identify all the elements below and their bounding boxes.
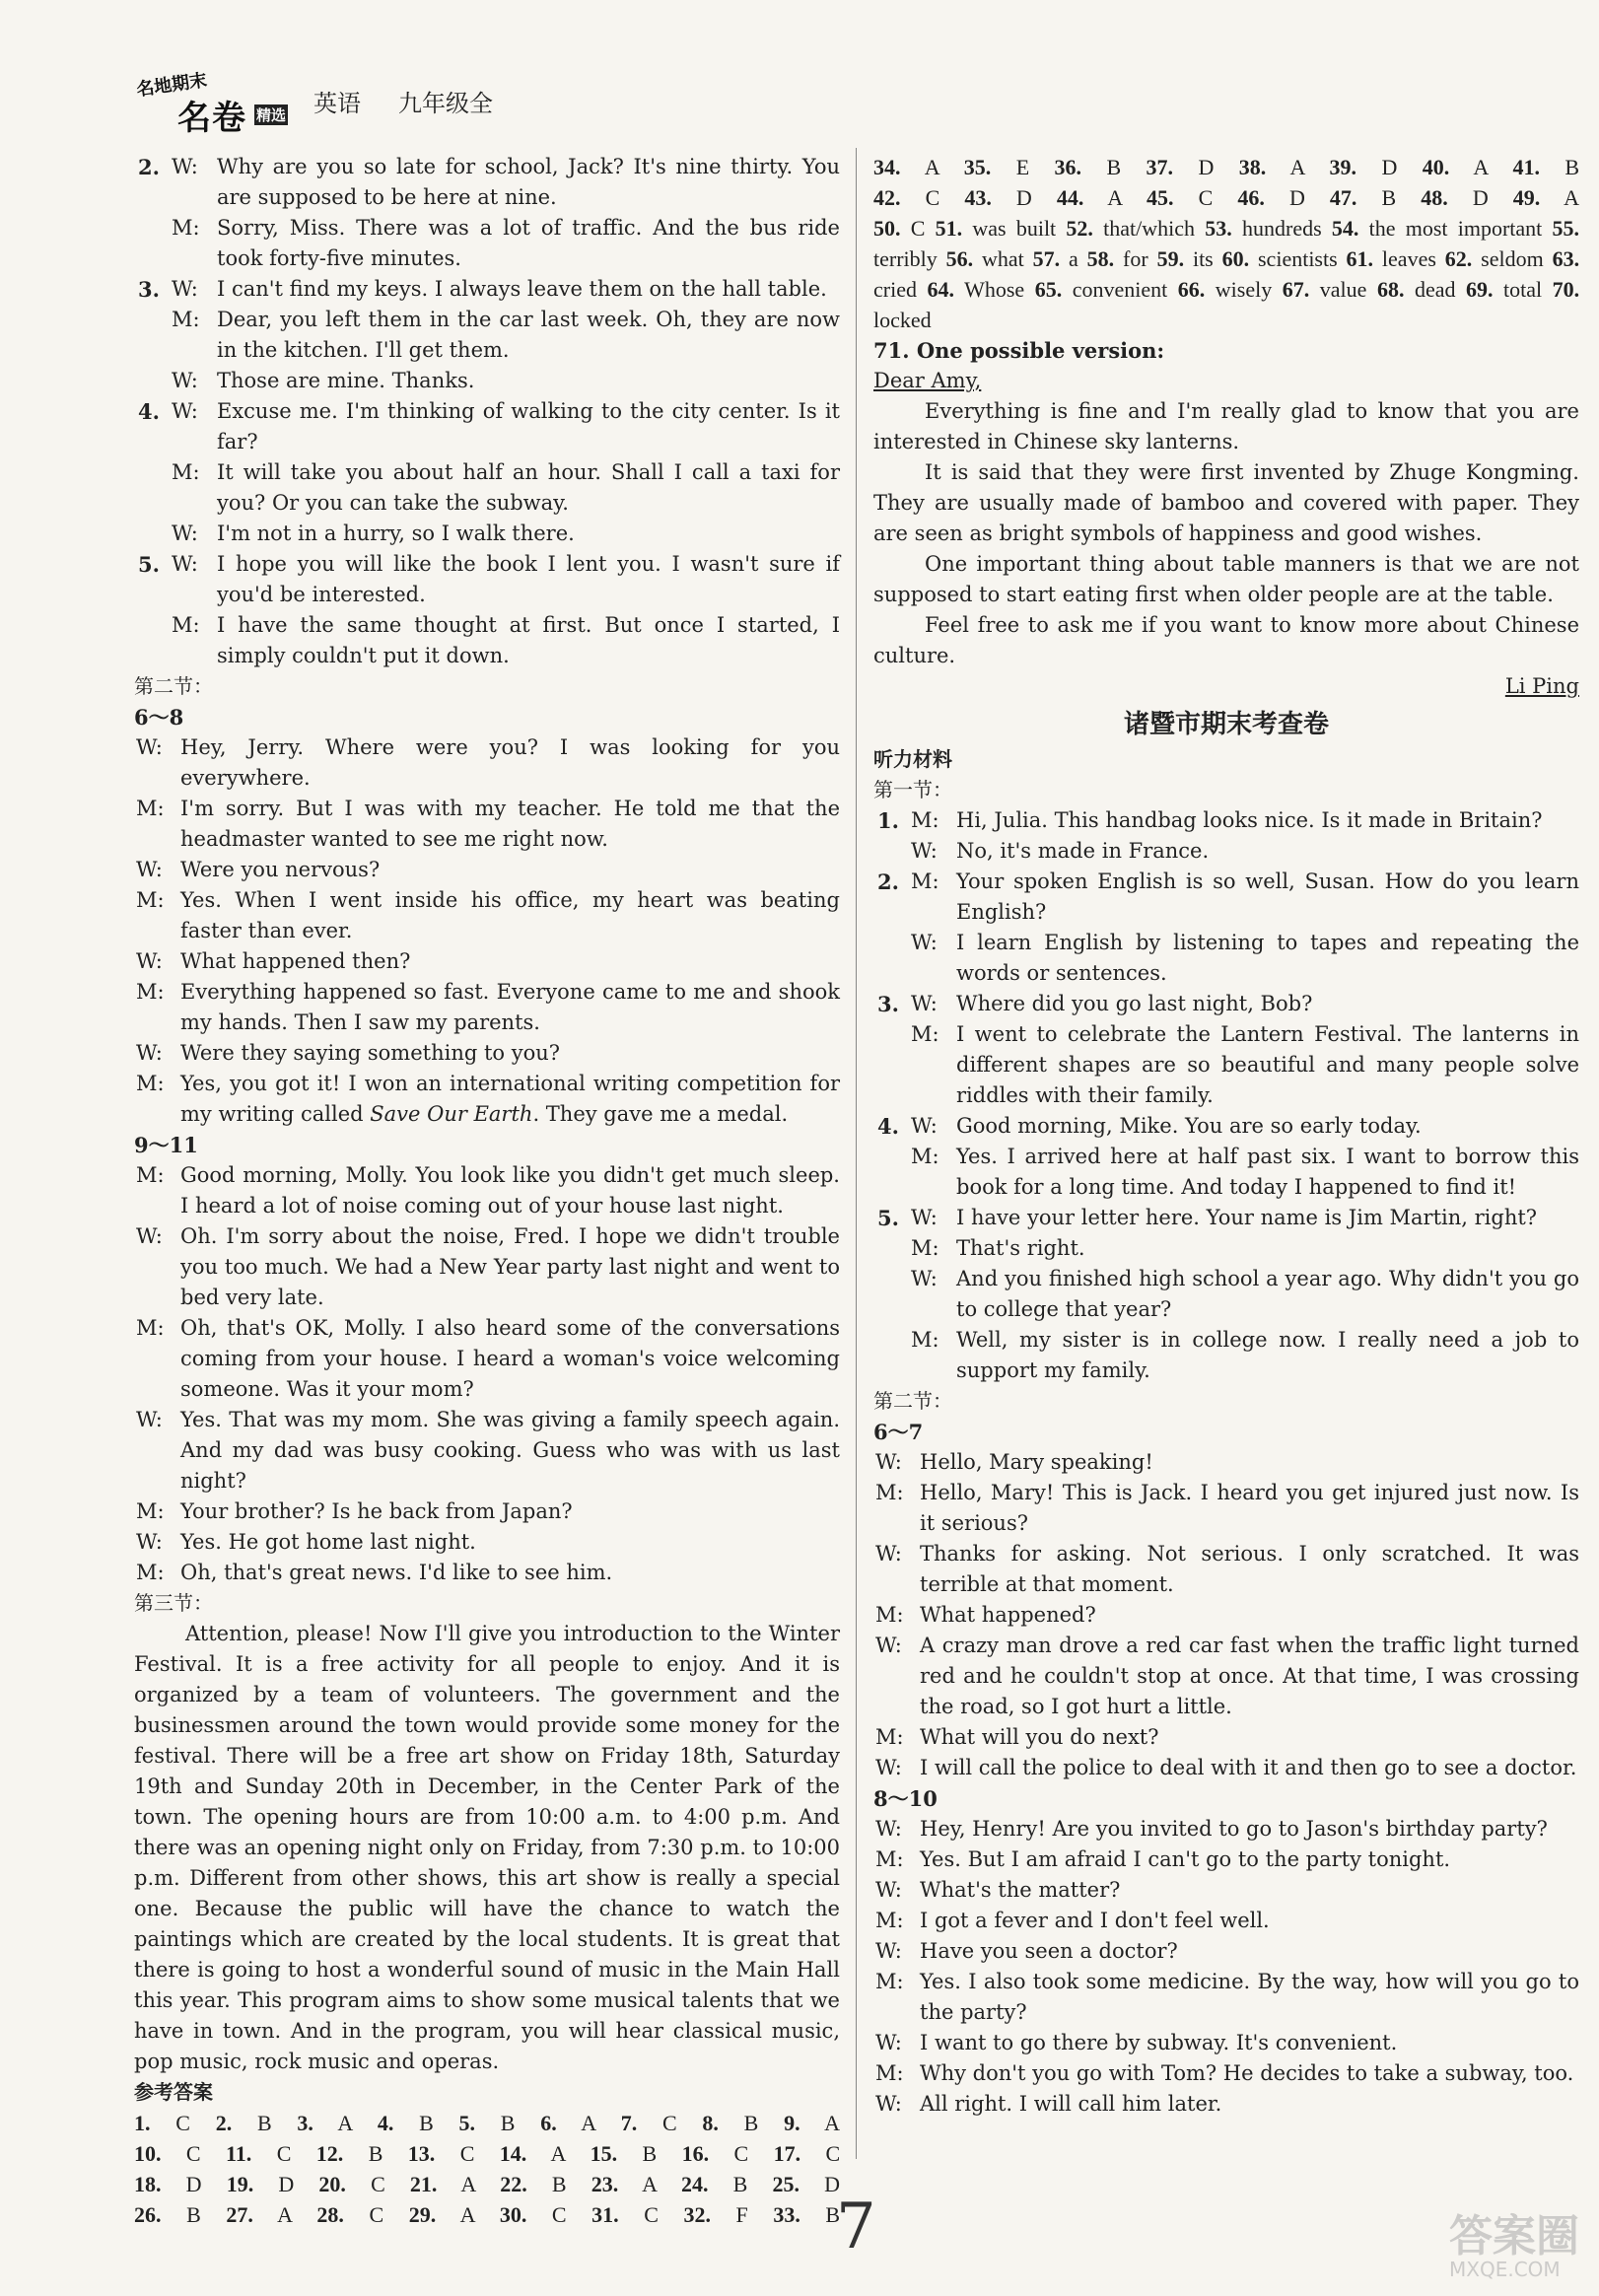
question-number: 9. bbox=[784, 2111, 800, 2135]
question-number: 67. bbox=[1282, 277, 1310, 302]
dialogue-3: 3. W: I can't find my keys. I always leave them on the hall table. bbox=[138, 277, 827, 302]
question-number: 29. bbox=[408, 2202, 437, 2227]
right-column bbox=[873, 152, 1579, 2120]
writing-task-label: 71. One possible version: bbox=[873, 338, 1165, 363]
answer-value: A bbox=[460, 2172, 476, 2196]
dialogue-2: 2. M: Your spoken English is so well, Susan. How do you learn English? bbox=[877, 870, 1579, 924]
question-number: 70. bbox=[1552, 277, 1580, 302]
section-2-heading: 第二节： bbox=[873, 1389, 952, 1413]
answer-value: A bbox=[277, 2202, 292, 2227]
question-number: 47. bbox=[1329, 185, 1357, 210]
question-number: 49. bbox=[1512, 185, 1541, 210]
speech-line: M: What will you do next? bbox=[875, 1725, 1159, 1749]
answer-value: D bbox=[1198, 155, 1215, 179]
letter-greeting: Dear Amy, bbox=[873, 369, 982, 392]
question-number: 36. bbox=[1054, 155, 1082, 179]
answer-row bbox=[134, 2108, 840, 2138]
answer-value: B bbox=[825, 2202, 841, 2227]
speech-line: W: Were you nervous? bbox=[136, 858, 381, 881]
dialogue-5: 5. W: I hope you will like the book I lent you. I wasn't sure if you'd be interested. bbox=[138, 552, 840, 606]
question-number: 14. bbox=[499, 2141, 527, 2166]
listening-title: 听力材料 bbox=[873, 747, 952, 771]
watermark-logo: 答案圈 MXQE.COM bbox=[1449, 2211, 1579, 2281]
speech-line: M: Oh, that's OK, Molly. I also heard some of the conversations coming from your house. I heard a woman's voice welcoming someone. Was it your mom? bbox=[136, 1316, 840, 1401]
dialogue-4: 4. W: Good morning, Mike. You are so early today. bbox=[877, 1114, 1422, 1139]
question-number: 68. bbox=[1376, 277, 1405, 302]
question-number: 48. bbox=[1421, 185, 1448, 210]
dialogue-4-reply: M: It will take you about half an hour. Shall I call a taxi for you? Or you can take the subway. bbox=[172, 460, 840, 515]
speech-line: M: Yes. When I went inside his office, my heart was beating faster than ever. bbox=[136, 888, 840, 942]
speech-line: W: Yes. That was my mom. She was giving a family speech again. And my dad was busy cooking. Guess who was with us last night? bbox=[136, 1408, 840, 1493]
answer-value: B bbox=[551, 2172, 567, 2196]
speech-line: M: I got a fever and I don't feel well. bbox=[875, 1909, 1270, 1932]
question-number: 56. bbox=[945, 246, 974, 271]
question-number: 62. bbox=[1444, 246, 1473, 271]
answer-value: C bbox=[910, 216, 926, 241]
question-number: 20. bbox=[318, 2172, 346, 2196]
answer-value: what bbox=[982, 246, 1024, 271]
speech-line: M: Hello, Mary! This is Jack. I heard you get injured just now. Is it serious? bbox=[875, 1481, 1579, 1535]
dialogue-4-reply: M: Yes. I arrived here at half past six. I want to borrow this book for a long time. And today I happened to find it! bbox=[911, 1145, 1579, 1199]
conversation-9-11 bbox=[134, 1160, 840, 1588]
range-6-8: 6～8 bbox=[134, 705, 184, 730]
left-column bbox=[134, 152, 840, 2230]
question-number: 23. bbox=[591, 2172, 619, 2196]
answer-value: A bbox=[1289, 155, 1305, 179]
question-number: 7. bbox=[620, 2111, 638, 2135]
answer-value: C bbox=[371, 2172, 385, 2196]
answer-row bbox=[134, 2169, 840, 2199]
page-number: 7 bbox=[836, 2191, 876, 2263]
answer-value: B bbox=[186, 2202, 201, 2227]
answer-value: the most important bbox=[1368, 216, 1543, 241]
question-number: 8. bbox=[702, 2111, 719, 2135]
answer-value: Whose bbox=[964, 277, 1025, 302]
dialogue-5: 5. W: I have your letter here. Your name is Jim Martin, right? bbox=[877, 1206, 1538, 1230]
question-number: 44. bbox=[1056, 185, 1084, 210]
page-header bbox=[128, 70, 493, 138]
answer-value: C bbox=[733, 2141, 749, 2166]
question-number: 27. bbox=[226, 2202, 253, 2227]
answer-value: A bbox=[924, 155, 939, 179]
speech-line: M: Oh, that's great news. I'd like to see him. bbox=[136, 1561, 613, 1584]
dialogue-3-reply-2: W: Those are mine. Thanks. bbox=[172, 369, 475, 392]
question-number: 5. bbox=[458, 2111, 476, 2135]
answer-value: B bbox=[1564, 155, 1580, 179]
question-number: 50. bbox=[873, 216, 901, 241]
question-number: 3. bbox=[297, 2111, 313, 2135]
answer-value: total bbox=[1503, 277, 1543, 302]
answer-row bbox=[873, 152, 1579, 182]
dialogue-3-reply: M: I went to celebrate the Lantern Festival. The lanterns in different shapes are so beautiful and many people solve riddles with their family. bbox=[911, 1022, 1579, 1107]
question-number: 41. bbox=[1512, 155, 1541, 179]
speech-line: W: A crazy man drove a red car fast when the traffic light turned red and he couldn't stop at once. At that time, I was crossing the road, so I got hurt a little. bbox=[875, 1634, 1579, 1718]
question-number: 37. bbox=[1146, 155, 1174, 179]
answer-value: for bbox=[1123, 246, 1148, 271]
dialogue-1: 1. M: Hi, Julia. This handbag looks nice. Is it made in Britain? bbox=[877, 808, 1543, 833]
question-number: 13. bbox=[407, 2141, 436, 2166]
answer-value: leaves bbox=[1381, 246, 1436, 271]
question-number: 54. bbox=[1331, 216, 1359, 241]
answer-value: value bbox=[1319, 277, 1367, 302]
section-1-heading: 第一节： bbox=[873, 778, 952, 801]
answer-row bbox=[134, 2199, 840, 2230]
answer-value: cried bbox=[873, 277, 917, 302]
speech-line: W: Have you seen a doctor? bbox=[875, 1939, 1178, 1963]
conversation-6-8 bbox=[134, 732, 840, 1069]
answer-value: B bbox=[500, 2111, 516, 2135]
speech-line: M: I'm sorry. But I was with my teacher. He told me that the headmaster wanted to see me right now. bbox=[136, 797, 840, 851]
question-number: 24. bbox=[681, 2172, 709, 2196]
dialogue-5-reply-3: M: Well, my sister is in college now. I really need a job to support my family. bbox=[911, 1328, 1579, 1382]
answer-value: C bbox=[825, 2141, 841, 2166]
question-number: 16. bbox=[681, 2141, 710, 2166]
answer-value: A bbox=[337, 2111, 353, 2135]
speech-line: M: Your brother? Is he back from Japan? bbox=[136, 1499, 573, 1523]
question-number: 15. bbox=[590, 2141, 618, 2166]
section-3-heading: 第三节： bbox=[134, 1591, 213, 1615]
speech-line: W: What happened then? bbox=[136, 949, 411, 973]
answer-value: C bbox=[369, 2202, 384, 2227]
answer-value: C bbox=[551, 2202, 567, 2227]
question-number: 28. bbox=[316, 2202, 344, 2227]
answer-value: A bbox=[459, 2202, 475, 2227]
answer-value: D bbox=[1472, 185, 1489, 210]
letter-paragraph: Feel free to ask me if you want to know more about Chinese culture. bbox=[873, 613, 1579, 667]
speech-line: W: What's the matter? bbox=[875, 1878, 1121, 1902]
answer-row bbox=[134, 2138, 840, 2169]
question-number: 21. bbox=[409, 2172, 438, 2196]
question-number: 31. bbox=[591, 2202, 619, 2227]
answer-value: C bbox=[276, 2141, 292, 2166]
question-number: 33. bbox=[773, 2202, 800, 2227]
answer-value: A bbox=[642, 2172, 657, 2196]
dialogue-4-reply-2: W: I'm not in a hurry, so I walk there. bbox=[172, 522, 575, 545]
answer-value: C bbox=[1198, 185, 1214, 210]
question-number: 32. bbox=[683, 2202, 711, 2227]
answer-value: B bbox=[368, 2141, 383, 2166]
answer-value: C bbox=[925, 185, 940, 210]
answer-value: C bbox=[185, 2141, 201, 2166]
question-number: 35. bbox=[963, 155, 992, 179]
conversation-8-10 bbox=[873, 1814, 1579, 2120]
answer-value: D bbox=[824, 2172, 841, 2196]
speech-line: W: I will call the police to deal with it and then go to see a doctor. bbox=[875, 1756, 1577, 1779]
answer-value: D bbox=[278, 2172, 295, 2196]
speech-line: M: Why don't you go with Tom? He decides to take a subway, too. bbox=[875, 2061, 1574, 2085]
question-number: 43. bbox=[964, 185, 992, 210]
dialogue-5-reply: M: I have the same thought at first. But once I started, I simply couldn't put it down. bbox=[172, 613, 840, 667]
question-number: 11. bbox=[226, 2141, 252, 2166]
answer-value: B bbox=[732, 2172, 748, 2196]
letter-paragraph: One important thing about table manners is that we are not supposed to start eating first when older people are at the table. bbox=[873, 552, 1579, 606]
answer-value: A bbox=[1473, 155, 1489, 179]
range-9-11: 9～11 bbox=[134, 1133, 198, 1157]
dialogue-3-reply: M: Dear, you left them in the car last week. Oh, they are now in the kitchen. I'll get them. bbox=[172, 308, 840, 362]
question-number: 66. bbox=[1177, 277, 1206, 302]
question-number: 60. bbox=[1221, 246, 1250, 271]
question-number: 38. bbox=[1238, 155, 1267, 179]
question-number: 58. bbox=[1086, 246, 1115, 271]
answer-value: B bbox=[743, 2111, 759, 2135]
answer-value: locked bbox=[873, 308, 932, 332]
question-number: 61. bbox=[1346, 246, 1374, 271]
speech-line: M: Everything happened so fast. Everyone came to me and shook my hands. Then I saw my parents. bbox=[136, 980, 840, 1034]
answer-value: D bbox=[1288, 185, 1305, 210]
answer-value: dead bbox=[1414, 277, 1456, 302]
dialogue-3: 3. W: Where did you go last night, Bob? bbox=[877, 992, 1313, 1016]
answer-value: E bbox=[1015, 155, 1030, 179]
answer-value: its bbox=[1192, 246, 1214, 271]
answer-value: terribly bbox=[873, 246, 938, 271]
dialogue-2: 2. W: Why are you so late for school, Jack? It's nine thirty. You are supposed to be here at nine. bbox=[138, 155, 840, 209]
question-number: 19. bbox=[226, 2172, 254, 2196]
speech-line: W: All right. I will call him later. bbox=[875, 2092, 1222, 2116]
speech-line: W: Hello, Mary speaking! bbox=[875, 1450, 1153, 1474]
question-number: 64. bbox=[927, 277, 954, 302]
answer-value: B bbox=[256, 2111, 272, 2135]
speech-line: M: Yes, you got it! I won an international writing competition for my writing called Save Our Earth. They gave me a medal. bbox=[136, 1072, 840, 1126]
question-number: 46. bbox=[1237, 185, 1265, 210]
speech-line: W: Hey, Henry! Are you invited to go to Jason's birthday party? bbox=[875, 1817, 1548, 1841]
dialogue-5-reply: M: That's right. bbox=[911, 1236, 1085, 1260]
series-logo: 名地期末 名卷 精选 bbox=[135, 70, 287, 138]
answer-value: A bbox=[1107, 185, 1122, 210]
answer-value: C bbox=[175, 2111, 190, 2135]
dialogue-2-reply: W: I learn English by listening to tapes and repeating the words or sentences. bbox=[911, 931, 1579, 985]
answer-value: A bbox=[1564, 185, 1580, 210]
column-divider bbox=[856, 148, 857, 2159]
question-number: 26. bbox=[134, 2202, 162, 2227]
answer-value: D bbox=[185, 2172, 202, 2196]
answer-value: was built bbox=[972, 216, 1057, 241]
dialogue-5-reply-2: W: And you finished high school a year ago. Why didn't you go to college that year? bbox=[911, 1267, 1579, 1321]
answer-row bbox=[873, 182, 1579, 213]
question-number: 51. bbox=[935, 216, 963, 241]
question-number: 55. bbox=[1552, 216, 1580, 241]
answer-value: A bbox=[550, 2141, 566, 2166]
grade-label: 九年级全 bbox=[398, 89, 493, 117]
question-number: 6. bbox=[540, 2111, 557, 2135]
speech-line: M: Yes. But I am afraid I can't go to the party tonight. bbox=[875, 1847, 1451, 1871]
question-number: 59. bbox=[1156, 246, 1185, 271]
answer-value: B bbox=[1106, 155, 1122, 179]
speech-line: W: Oh. I'm sorry about the noise, Fred. I hope we didn't trouble you too much. We had a New Year party last night and went to bed very late. bbox=[136, 1224, 840, 1309]
question-number: 45. bbox=[1147, 185, 1174, 210]
dialogue-1-reply: W: No, it's made in France. bbox=[911, 839, 1210, 863]
answer-value: scientists bbox=[1258, 246, 1338, 271]
question-number: 65. bbox=[1034, 277, 1063, 302]
answer-value: B bbox=[419, 2111, 434, 2135]
section-2-heading: 第二节： bbox=[134, 674, 213, 698]
question-number: 34. bbox=[873, 155, 901, 179]
question-number: 12. bbox=[315, 2141, 344, 2166]
answer-value: seldom bbox=[1481, 246, 1544, 271]
speech-line: M: Yes. I also took some medicine. By the way, how will you go to the party? bbox=[875, 1970, 1579, 2024]
answer-value: C bbox=[661, 2111, 677, 2135]
answer-value: wisely bbox=[1215, 277, 1273, 302]
answer-value: C bbox=[644, 2202, 659, 2227]
question-number: 42. bbox=[873, 185, 901, 210]
answer-value: C bbox=[459, 2141, 475, 2166]
answer-value: B bbox=[642, 2141, 658, 2166]
speech-line: W: Yes. He got home last night. bbox=[136, 1530, 476, 1554]
answer-value: that/which bbox=[1103, 216, 1196, 241]
speech-line: W: Were they saying something to you? bbox=[136, 1041, 561, 1065]
speech-line: M: Good morning, Molly. You look like you didn't get much sleep. I heard a lot of noise coming out of your house last night. bbox=[136, 1163, 840, 1218]
subject-label: 英语 bbox=[313, 89, 361, 117]
letter-paragraph: It is said that they were first invented by Zhuge Kongming. They are usually made of bamboo and covered with paper. They are seen as bright symbols of happiness and good wishes. bbox=[873, 460, 1579, 545]
answer-value: A bbox=[581, 2111, 595, 2135]
answer-value: D bbox=[1015, 185, 1032, 210]
question-number: 25. bbox=[772, 2172, 800, 2196]
range-8-10: 8～10 bbox=[873, 1786, 938, 1811]
answer-value: D bbox=[1381, 155, 1398, 179]
letter-paragraph: Everything is fine and I'm really glad to know that you are interested in Chinese sky lanterns. bbox=[873, 399, 1579, 453]
answer-value: F bbox=[735, 2202, 748, 2227]
section-3-passage: Attention, please! Now I'll give you introduction to the Winter Festival. It is a free activity for all people to enjoy. And it is organized by a team of volunteers. The government and the businessmen around the town would provide some money for the festival. There will be a free art show on Friday 18th, Saturday 19th and Sunday 20th in December, in the Center Park of the town. The opening hours are from 10:00 a.m. to 4:00 p.m. And there was an opening night only on Friday, from 7:30 p.m. to 10:00 p.m. Different from other shows, this art show is really a special one. Because the public will have the chance to watch the paintings which are created by the local students. It is great that there is going to host a wonderful sound of music in the Main Hall this year. This program aims to show some musical talents that we have in town. And in the program, you will hear classical music, pop music, rock music and operas. bbox=[134, 1622, 840, 2073]
question-number: 17. bbox=[773, 2141, 801, 2166]
dialogue-2-reply: M: Sorry, Miss. There was a lot of traffic. And the bus ride took forty-five minutes. bbox=[172, 216, 840, 270]
question-number: 4. bbox=[377, 2111, 394, 2135]
speech-line: M: What happened? bbox=[875, 1603, 1096, 1627]
question-number: 1. bbox=[134, 2111, 151, 2135]
answer-key-title: 参考答案 bbox=[134, 2080, 213, 2104]
dialogue-4: 4. W: Excuse me. I'm thinking of walking to the city center. Is it far? bbox=[138, 399, 840, 453]
question-number: 40. bbox=[1422, 155, 1450, 179]
question-number: 63. bbox=[1552, 246, 1580, 271]
speech-line: W: I want to go there by subway. It's convenient. bbox=[875, 2031, 1398, 2054]
question-number: 53. bbox=[1205, 216, 1232, 241]
conversation-6-7 bbox=[873, 1447, 1579, 1783]
answer-value: a bbox=[1069, 246, 1078, 271]
question-number: 2. bbox=[215, 2111, 233, 2135]
question-number: 52. bbox=[1066, 216, 1093, 241]
range-6-7: 6～7 bbox=[873, 1420, 924, 1444]
question-number: 57. bbox=[1032, 246, 1061, 271]
question-number: 30. bbox=[499, 2202, 527, 2227]
answer-value: hundreds bbox=[1242, 216, 1322, 241]
question-number: 22. bbox=[500, 2172, 527, 2196]
question-number: 39. bbox=[1329, 155, 1357, 179]
answer-row bbox=[873, 213, 1579, 335]
letter-signature: Li Ping bbox=[1504, 674, 1579, 698]
question-number: 18. bbox=[134, 2172, 162, 2196]
speech-line: W: Hey, Jerry. Where were you? I was looking for you everywhere. bbox=[136, 735, 840, 790]
answer-value: convenient bbox=[1072, 277, 1168, 302]
answer-value: B bbox=[1381, 185, 1397, 210]
paper-title: 诸暨市期末考查卷 bbox=[1123, 710, 1329, 739]
question-number: 69. bbox=[1466, 277, 1494, 302]
speech-line: W: Thanks for asking. Not serious. I only scratched. It was terrible at that moment. bbox=[875, 1542, 1579, 1596]
answer-key-left bbox=[134, 2108, 840, 2230]
question-number: 10. bbox=[134, 2141, 162, 2166]
answer-key-right bbox=[873, 152, 1579, 335]
answer-value: A bbox=[824, 2111, 841, 2135]
